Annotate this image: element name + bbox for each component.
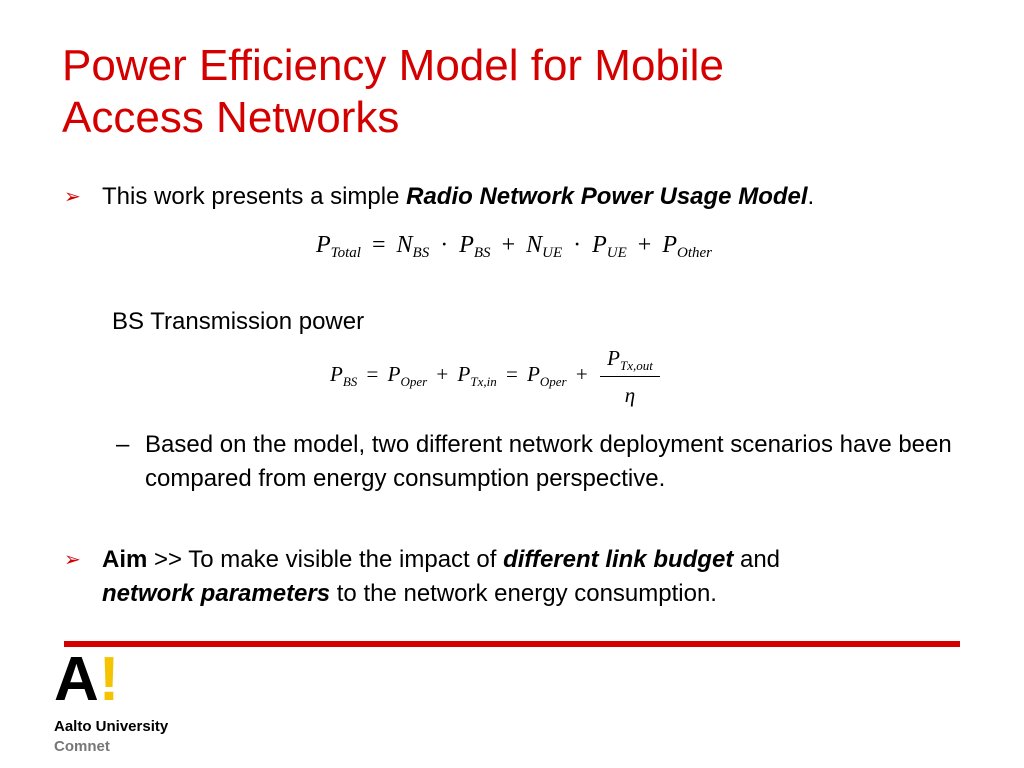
eq1-symbol: P: [592, 232, 607, 258]
eq1-subscript: BS: [473, 245, 491, 261]
dash-bullet: –: [116, 431, 130, 458]
eq2-subscript: Oper: [400, 374, 428, 389]
eq2-operator: =: [366, 362, 379, 386]
eq1-symbol: P: [459, 232, 474, 258]
eq2-subscript: BS: [342, 374, 358, 389]
eq2-symbol: P: [387, 362, 401, 386]
eq2-operator: +: [436, 362, 449, 386]
bullet-text-1: [102, 180, 814, 214]
logo-mark: [54, 645, 120, 714]
eq2-operator: =: [505, 362, 518, 386]
sub-bullet-text: Based on the model, two different network deployment scenarios have been compared from energy consumption perspective.: [145, 431, 952, 492]
bullet1-text-before: This work presents a simple: [102, 183, 407, 210]
bullet1-text-after: .: [807, 183, 815, 210]
eq1-operator: +: [501, 232, 516, 258]
logo-exclaim: !: [98, 645, 120, 714]
slide-title-line1: Power Efficiency Model for Mobile: [62, 41, 724, 90]
eq1-symbol: N: [526, 232, 543, 258]
arrow-bullet-icon: ➢: [64, 186, 81, 208]
slide-title: [62, 40, 962, 144]
bullet2-emphasis1: different link budget: [503, 546, 734, 573]
bullet2-emphasis2: network parameters: [102, 580, 331, 607]
eq1-subscript: BS: [412, 245, 430, 261]
eq1-operator: ·: [573, 232, 582, 258]
power-total-equation: [316, 232, 712, 262]
eq2-symbol: P: [330, 362, 343, 386]
slide-title-line2: Access Networks: [62, 93, 400, 142]
eq2-subscript: Tx,in: [470, 374, 497, 389]
logo-letter: A: [54, 645, 99, 714]
fraction-bar: [600, 376, 660, 377]
eq2-symbol: P: [457, 362, 471, 386]
frac-symbol: P: [607, 346, 620, 370]
bullet1-emphasis: Radio Network Power Usage Model: [406, 183, 808, 210]
bullet-text-2: [102, 543, 780, 611]
eq1-symbol: N: [396, 232, 413, 258]
aim-label: Aim: [102, 546, 148, 573]
eq2-operator: +: [575, 362, 588, 386]
bullet2-text1: >> To make visible the impact of: [147, 546, 504, 573]
fraction-numerator: [600, 346, 660, 374]
aalto-logo: [54, 645, 169, 755]
bullet2-text2: and: [733, 546, 781, 573]
bs-power-equation: [330, 362, 592, 390]
bs-power-fraction: [600, 346, 660, 408]
eq1-subscript: UE: [542, 245, 563, 261]
eq1-operator: +: [637, 232, 652, 258]
eq1-operator: =: [371, 232, 386, 258]
bullet2-text3: to the network energy consumption.: [330, 580, 717, 607]
eq1-operator: ·: [440, 232, 449, 258]
eq1-subscript: Other: [677, 245, 713, 261]
eq2-symbol: P: [527, 362, 540, 386]
footer-divider: [64, 641, 960, 647]
eq2-subscript: Oper: [539, 374, 567, 389]
eq1-symbol: P: [316, 232, 331, 258]
org-name: Aalto University: [54, 718, 169, 735]
frac-subscript: Tx,out: [619, 358, 653, 373]
fraction-denominator: η: [624, 383, 636, 407]
eq1-symbol: P: [662, 232, 678, 258]
dept-name: Comnet: [54, 738, 110, 755]
arrow-bullet-icon: ➢: [64, 549, 81, 571]
eq1-subscript: UE: [606, 245, 627, 261]
eq1-subscript: Total: [330, 245, 361, 261]
bs-transmission-label: BS Transmission power: [112, 308, 365, 335]
